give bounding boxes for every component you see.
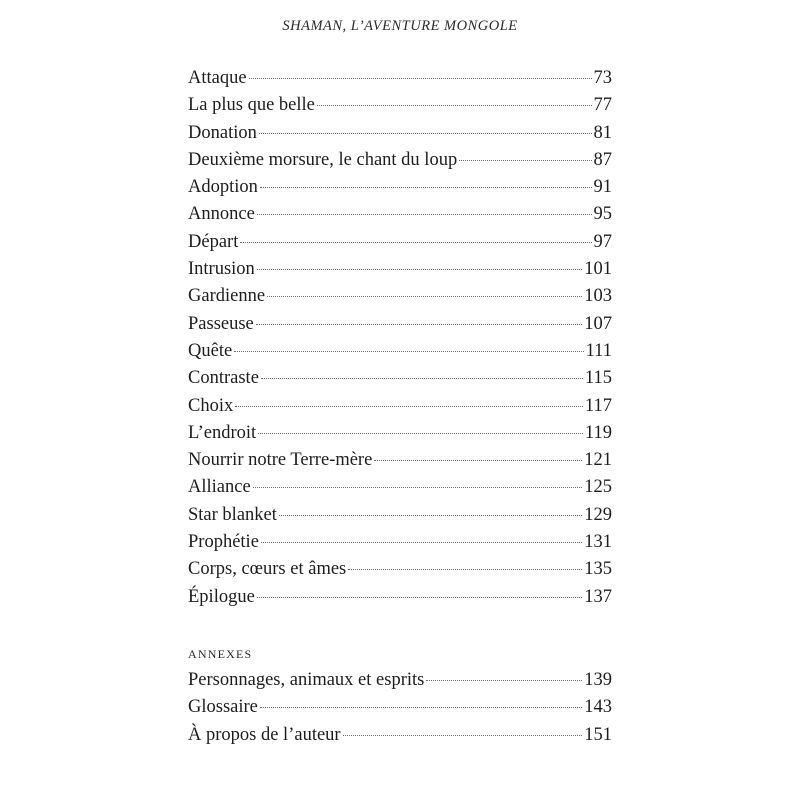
toc-entry (188, 283, 612, 310)
toc-entry-page-number: 77 (593, 95, 612, 116)
toc-entry-title: Nourrir notre Terre-mère (188, 450, 373, 471)
dot-leader (259, 133, 592, 134)
toc-entry (188, 667, 612, 694)
toc-entry (188, 174, 612, 201)
toc-entry (188, 311, 612, 338)
toc-entry-title: Gardienne (188, 286, 266, 307)
toc-entry-title: Glossaire (188, 697, 258, 718)
dot-leader (257, 269, 582, 270)
toc-entry (188, 147, 612, 174)
annexes-list (188, 667, 612, 749)
toc-entry-title: Quête (188, 340, 233, 361)
dot-leader (260, 187, 592, 188)
toc-entry-title: Prophétie (188, 532, 259, 553)
toc-entry-page-number: 121 (584, 450, 612, 471)
toc-entry-page-number: 91 (593, 177, 612, 198)
toc-entry-title: La plus que belle (188, 95, 315, 116)
dot-leader (343, 735, 583, 736)
toc-entry-title: Départ (188, 231, 239, 252)
toc-entry (188, 201, 612, 228)
toc-entry (188, 65, 612, 92)
toc-entry (188, 229, 612, 256)
toc-entry-page-number: 87 (593, 149, 612, 170)
toc-entry-title: Attaque (188, 68, 247, 88)
dot-leader (249, 78, 592, 79)
toc-entry-page-number: 81 (593, 122, 612, 143)
dot-leader (258, 433, 583, 434)
table-of-contents (188, 65, 612, 611)
dot-leader (426, 680, 582, 681)
dot-leader (256, 324, 582, 325)
toc-entry (188, 92, 612, 119)
dot-leader (348, 569, 582, 570)
toc-entry (188, 420, 612, 447)
toc-entry (188, 256, 612, 283)
toc-entry-title: Deuxième morsure, le chant du loup (188, 149, 458, 170)
toc-entry-title: Personnages, animaux et esprits (188, 670, 425, 690)
toc-entry-title: Épilogue (188, 586, 255, 607)
toc-entry-page-number: 119 (584, 422, 612, 443)
dot-leader (240, 242, 591, 243)
toc-entry-page-number: 95 (593, 204, 612, 225)
toc-entry (188, 584, 612, 611)
toc-entry-title: L’endroit (188, 422, 257, 443)
toc-entry (188, 338, 612, 365)
toc-entry-page-number: 117 (584, 395, 612, 416)
toc-entry (188, 502, 612, 529)
toc-entry-title: Intrusion (188, 259, 255, 280)
dot-leader (261, 542, 582, 543)
toc-entry-page-number: 115 (584, 368, 612, 389)
dot-leader (235, 406, 583, 407)
toc-entry-title: Passeuse (188, 313, 254, 334)
toc-entry-title: Donation (188, 122, 257, 143)
dot-leader (279, 515, 582, 516)
toc-entry-page-number: 137 (584, 586, 612, 607)
toc-entry (188, 556, 612, 583)
toc-entry-page-number: 125 (584, 477, 612, 498)
toc-entry-title: À propos de l’auteur (188, 724, 341, 745)
toc-entry (188, 393, 612, 420)
dot-leader (261, 378, 583, 379)
dot-leader (257, 214, 592, 215)
toc-entry (188, 120, 612, 147)
toc-entry-title: Star blanket (188, 504, 277, 525)
dot-leader (257, 597, 582, 598)
toc-entry (188, 365, 612, 392)
toc-entry-page-number: 107 (584, 313, 612, 334)
toc-entry-title: Choix (188, 395, 234, 416)
dot-leader (253, 487, 583, 488)
toc-entry-title: Annonce (188, 204, 255, 225)
annexes-label: ANNEXES (188, 647, 253, 661)
toc-entry-title: Corps, cœurs et âmes (188, 559, 347, 580)
dot-leader (317, 105, 592, 106)
dot-leader (234, 351, 583, 352)
toc-entry-page-number: 97 (593, 231, 612, 252)
toc-entry-page-number: 103 (584, 286, 612, 307)
toc-entry (188, 474, 612, 501)
toc-entry-page-number: 139 (584, 670, 612, 690)
toc-entry (188, 529, 612, 556)
toc-entry (188, 722, 612, 749)
toc-entry (188, 694, 612, 721)
toc-entry-title: Contraste (188, 368, 259, 389)
toc-entry-title: Adoption (188, 177, 258, 198)
toc-entry-page-number: 111 (585, 340, 612, 361)
toc-entry-page-number: 135 (584, 559, 612, 580)
toc-entry (188, 447, 612, 474)
toc-entry-page-number: 101 (584, 259, 612, 280)
dot-leader (459, 160, 591, 161)
toc-entry-page-number: 143 (584, 697, 612, 718)
dot-leader (260, 707, 582, 708)
running-header: SHAMAN, L’AVENTURE MONGOLE (282, 18, 518, 34)
toc-entry-title: Alliance (188, 477, 251, 498)
toc-entry-page-number: 131 (584, 532, 612, 553)
dot-leader (267, 296, 582, 297)
toc-entry-page-number: 129 (584, 504, 612, 525)
toc-entry-page-number: 73 (593, 68, 612, 88)
dot-leader (374, 460, 582, 461)
toc-entry-page-number: 151 (584, 724, 612, 745)
